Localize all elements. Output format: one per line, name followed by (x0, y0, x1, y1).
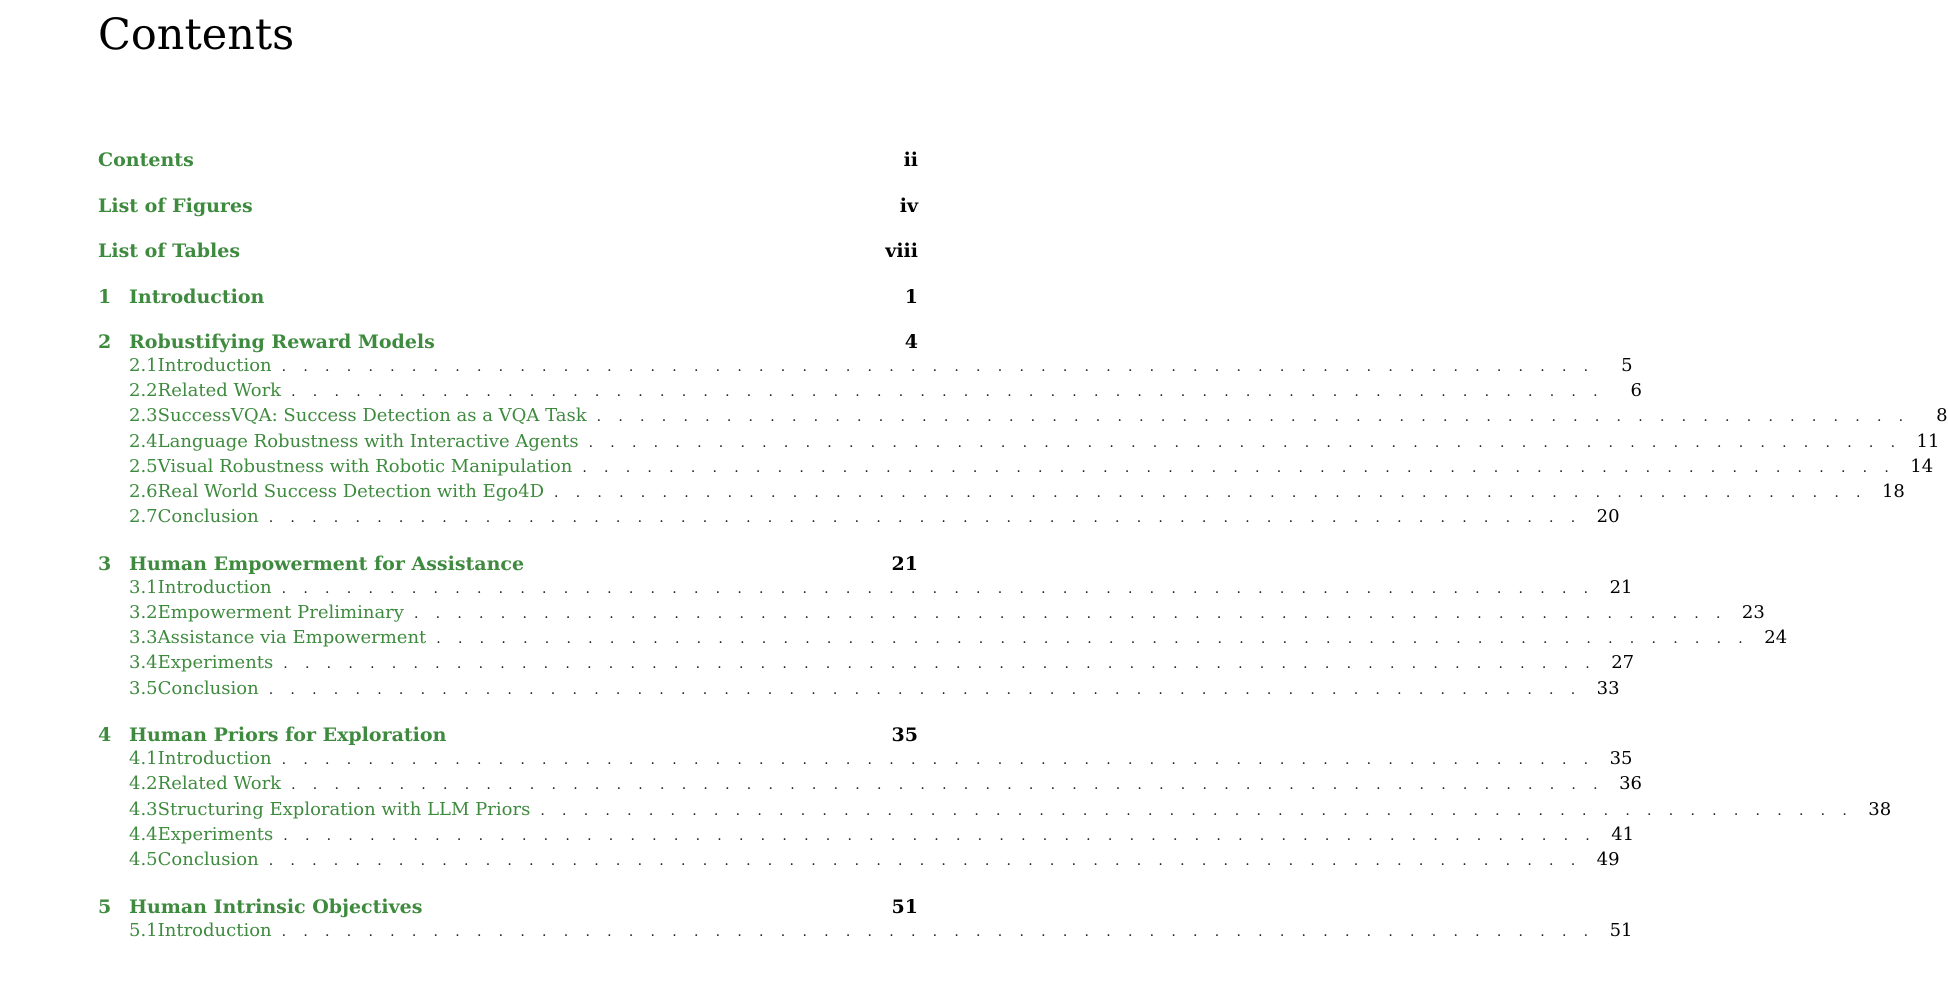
toc-chapter-2[interactable] (98, 328, 918, 353)
section-page: 24 (1764, 627, 1788, 649)
section-title[interactable]: Language Robustness with Interactive Agents (157, 430, 579, 452)
section-number: 2.7 (129, 506, 158, 528)
dot-leader: . . . . . . . . . . . . . . . . . . . . . . . . . . . . . . . . . . . . . . . . . . . . . . . . . . . . . . . . . . . . . (268, 510, 1582, 527)
page-title: Contents (98, 10, 295, 60)
toc-section-3-5[interactable] (98, 676, 1620, 701)
toc-section-3-2[interactable] (98, 600, 1765, 625)
chapter-group-1 (98, 283, 918, 308)
toc-section-4-3[interactable] (98, 797, 1892, 822)
section-title[interactable]: Assistance via Empowerment (157, 627, 427, 649)
section-page: 38 (1868, 798, 1892, 820)
section-page: 51 (1609, 919, 1633, 941)
section-number: 2.2 (129, 380, 158, 402)
section-title[interactable]: Related Work (157, 773, 282, 795)
section-number: 2.1 (129, 355, 158, 376)
section-number: 3.3 (129, 627, 158, 649)
chapter-page: 35 (891, 724, 918, 747)
section-number: 4.2 (129, 773, 158, 795)
section-page: 11 (1916, 430, 1940, 452)
section-number: 3.5 (129, 677, 158, 699)
chapter-title[interactable]: Introduction (129, 285, 265, 308)
toc-section-3-1[interactable] (98, 575, 1633, 600)
toc-entry-title[interactable]: Contents (98, 149, 194, 171)
section-page: 35 (1609, 748, 1633, 770)
section-page: 41 (1611, 823, 1635, 845)
toc-section-3-4[interactable] (98, 650, 1635, 675)
section-page: 5 (1621, 355, 1633, 376)
section-number: 2.3 (129, 405, 158, 427)
section-page: 20 (1596, 506, 1620, 528)
dot-leader: . . . . . . . . . . . . . . . . . . . . . . . . . . . . . . . . . . . . . . . . . . . . . . . . . . . . . . . . . . . . . (413, 606, 1727, 622)
chapter-group-3 (98, 550, 1788, 701)
section-title[interactable]: Related Work (157, 380, 282, 402)
toc-entry-page: viii (885, 240, 918, 262)
dot-leader: . . . . . . . . . . . . . . . . . . . . . . . . . . . . . . . . . . . . . . . . . . . . . . . . . . . . . . . . . . . . . (283, 827, 1597, 844)
toc-section-2-7[interactable] (98, 504, 1620, 529)
section-title[interactable]: Experiments (157, 652, 274, 674)
section-title[interactable]: Conclusion (157, 677, 259, 699)
section-title[interactable]: Conclusion (157, 849, 259, 870)
section-number: 2.5 (129, 455, 158, 477)
toc-chapter-4[interactable] (98, 721, 918, 746)
section-title[interactable]: Visual Robustness with Robotic Manipulation (157, 455, 573, 477)
section-title[interactable]: SuccessVQA: Success Detection as a VQA Task (157, 405, 587, 427)
section-number: 4.5 (129, 849, 158, 870)
chapter-number: 4 (98, 724, 112, 747)
chapter-page: 21 (891, 552, 918, 575)
chapter-page: 51 (891, 895, 918, 918)
dot-leader: . . . . . . . . . . . . . . . . . . . . . . . . . . . . . . . . . . . . . . . . . . . . . . . . . . . . . . . . . . . . . (281, 923, 1595, 940)
toc-section-4-5[interactable] (98, 847, 1620, 872)
section-title[interactable]: Empowerment Preliminary (157, 602, 404, 623)
section-page: 14 (1910, 455, 1934, 477)
chapter-page: 1 (904, 285, 918, 308)
dot-leader: . . . . . . . . . . . . . . . . . . . . . . . . . . . . . . . . . . . . . . . . . . . . . . . . . . . . . . . . . . . . . (436, 631, 1750, 648)
dot-leader: . . . . . . . . . . . . . . . . . . . . . . . . . . . . . . . . . . . . . . . . . . . . . . . . . . . . . . . . . . . . . (291, 384, 1604, 401)
toc-section-4-2[interactable] (98, 771, 1642, 796)
dot-leader: . . . . . . . . . . . . . . . . . . . . . . . . . . . . . . . . . . . . . . . . . . . . . . . . . . . . . . . . . . . . . (281, 580, 1595, 597)
toc-entry-page: iv (899, 194, 918, 217)
section-page: 21 (1609, 576, 1633, 598)
toc-entry-title[interactable]: List of Tables (98, 240, 241, 262)
section-number: 3.2 (129, 602, 158, 623)
toc-section-5-1[interactable] (98, 918, 1633, 943)
chapter-number: 1 (98, 285, 112, 308)
section-number: 3.1 (129, 576, 158, 598)
toc-section-2-2[interactable] (98, 378, 1642, 403)
chapter-title[interactable]: Robustifying Reward Models (129, 331, 435, 353)
section-number: 5.1 (129, 919, 158, 941)
dot-leader: . . . . . . . . . . . . . . . . . . . . . . . . . . . . . . . . . . . . . . . . . . . . . . . . . . . . . . . . . . . . . (596, 409, 1910, 426)
section-title[interactable]: Introduction (157, 576, 272, 598)
section-page: 18 (1881, 480, 1905, 502)
section-page: 6 (1630, 380, 1642, 402)
toc-chapter-5[interactable] (98, 893, 918, 918)
section-number: 2.4 (129, 430, 158, 452)
toc-chapter-1[interactable] (98, 283, 918, 308)
dot-leader: . . . . . . . . . . . . . . . . . . . . . . . . . . . . . . . . . . . . . . . . . . . . . . . . . . . . . . . . . . . . . (291, 777, 1604, 794)
toc-entry-page: ii (903, 149, 918, 171)
toc-section-2-4[interactable] (98, 429, 1940, 454)
section-title[interactable]: Introduction (157, 919, 272, 941)
section-title[interactable]: Introduction (157, 748, 272, 770)
chapter-title[interactable]: Human Intrinsic Objectives (129, 895, 423, 918)
section-page: 36 (1619, 773, 1642, 795)
chapter-title[interactable]: Human Priors for Exploration (129, 724, 447, 747)
section-page: 49 (1596, 849, 1620, 870)
section-title[interactable]: Introduction (157, 355, 272, 376)
chapter-group-2 (98, 328, 1948, 529)
section-title[interactable]: Structuring Exploration with LLM Priors (157, 798, 531, 820)
chapter-title[interactable]: Human Empowerment for Assistance (129, 552, 525, 575)
section-page: 27 (1611, 652, 1635, 674)
dot-leader: . . . . . . . . . . . . . . . . . . . . . . . . . . . . . . . . . . . . . . . . . . . . . . . . . . . . . . . . . . . . . (268, 853, 1582, 869)
section-number: 4.4 (129, 823, 158, 845)
dot-leader: . . . . . . . . . . . . . . . . . . . . . . . . . . . . . . . . . . . . . . . . . . . . . . . . . . . . . . . . . . . . . (540, 802, 1854, 819)
section-number: 3.4 (129, 652, 158, 674)
toc-entry-list-of-figures[interactable] (98, 192, 918, 238)
toc-entry-list-of-tables[interactable] (98, 237, 918, 283)
toc-entry-title[interactable]: List of Figures (98, 194, 253, 217)
section-title[interactable]: Conclusion (157, 506, 259, 528)
dot-leader: . . . . . . . . . . . . . . . . . . . . . . . . . . . . . . . . . . . . . . . . . . . . . . . . . . . . . . . . . . . . . (283, 656, 1597, 673)
toc-section-2-1[interactable] (98, 353, 1633, 378)
toc-chapter-3[interactable] (98, 550, 918, 575)
toc-entry-contents[interactable] (98, 146, 918, 192)
chapter-group-5 (98, 893, 1633, 943)
chapter-number: 3 (98, 552, 112, 575)
dot-leader: . . . . . . . . . . . . . . . . . . . . . . . . . . . . . . . . . . . . . . . . . . . . . . . . . . . . . . . . . . . . . (268, 681, 1582, 698)
toc-section-4-1[interactable] (98, 746, 1633, 771)
section-page: 23 (1741, 602, 1765, 623)
section-number: 4.1 (129, 748, 158, 770)
table-of-contents (98, 146, 1948, 963)
chapter-number: 2 (98, 331, 112, 353)
section-number: 4.3 (129, 798, 158, 820)
chapter-number: 5 (98, 895, 112, 918)
section-page: 33 (1596, 677, 1620, 699)
section-number: 2.6 (129, 480, 158, 502)
toc-section-2-6[interactable] (98, 479, 1905, 504)
chapter-page: 4 (904, 331, 918, 353)
dot-leader: . . . . . . . . . . . . . . . . . . . . . . . . . . . . . . . . . . . . . . . . . . . . . . . . . . . . . . . . . . . . . (582, 459, 1896, 476)
toc-section-2-3[interactable] (98, 403, 1948, 428)
dot-leader: . . . . . . . . . . . . . . . . . . . . . . . . . . . . . . . . . . . . . . . . . . . . . . . . . . . . . . . . . . . . . (281, 359, 1595, 375)
dot-leader: . . . . . . . . . . . . . . . . . . . . . . . . . . . . . . . . . . . . . . . . . . . . . . . . . . . . . . . . . . . . . (554, 484, 1867, 501)
section-page: 8 (1936, 405, 1948, 427)
section-title[interactable]: Experiments (157, 823, 274, 845)
toc-section-3-3[interactable] (98, 625, 1788, 650)
toc-section-2-5[interactable] (98, 454, 1934, 479)
section-title[interactable]: Real World Success Detection with Ego4D (157, 480, 544, 502)
toc-section-4-4[interactable] (98, 822, 1635, 847)
dot-leader: . . . . . . . . . . . . . . . . . . . . . . . . . . . . . . . . . . . . . . . . . . . . . . . . . . . . . . . . . . . . . (281, 752, 1595, 769)
dot-leader: . . . . . . . . . . . . . . . . . . . . . . . . . . . . . . . . . . . . . . . . . . . . . . . . . . . . . . . . . . . . . (588, 434, 1902, 451)
chapter-group-4 (98, 721, 1892, 872)
